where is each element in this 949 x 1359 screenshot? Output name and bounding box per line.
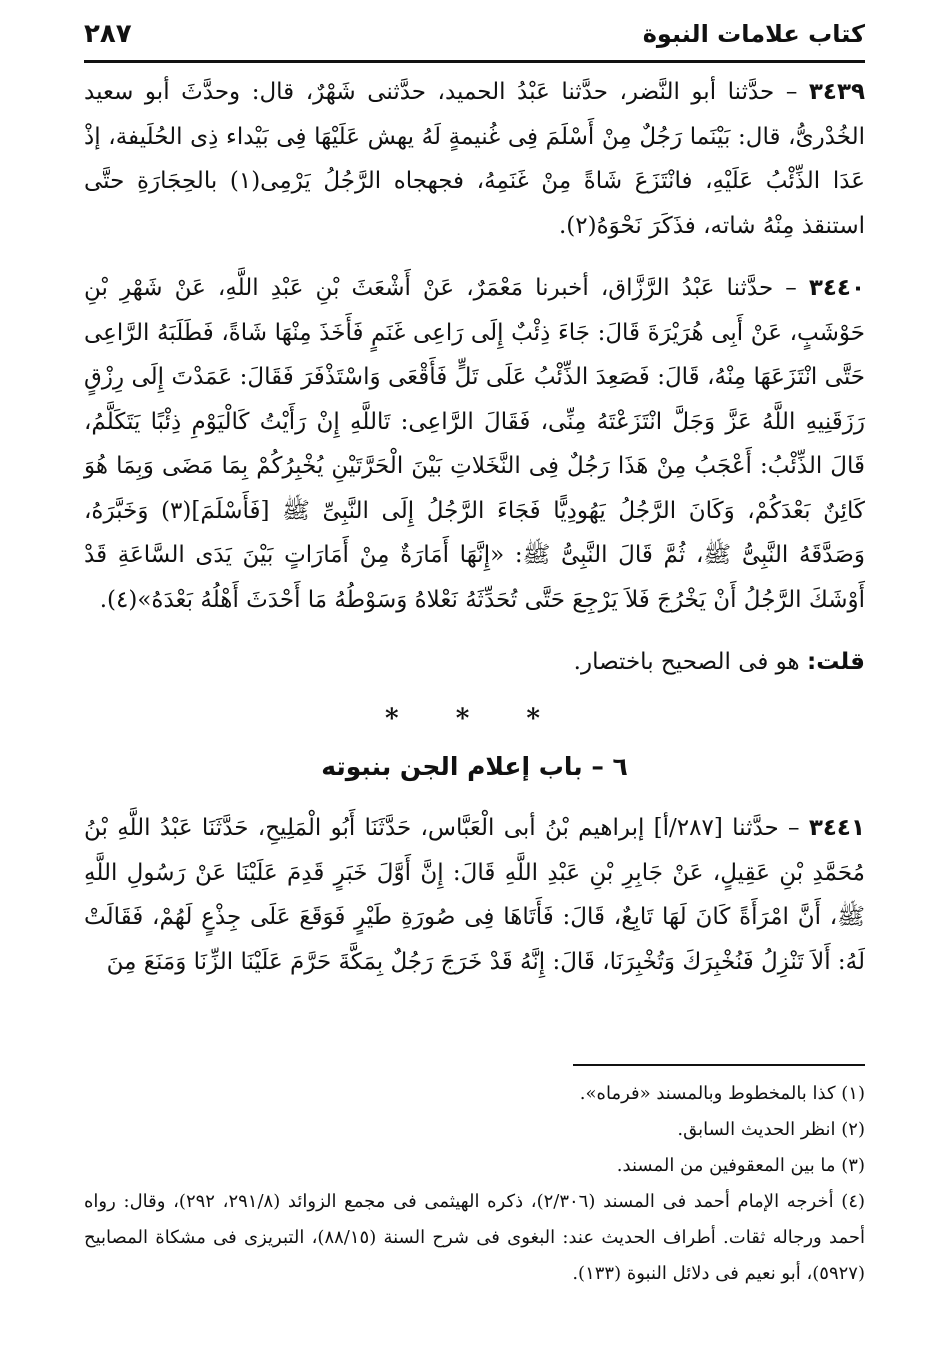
hadith-3441 [84,806,865,984]
section-divider: * * * [385,704,564,734]
header-rule [84,60,865,63]
page-number: ٢٨٧ [84,19,132,49]
hadith-text: حدَّثنا أبو النَّضر، حدَّثنا عَبْدُ الحميد، حدَّثنى شَهْرٌ، قال: وحدَّثَ أبو سعيد الخُدْرىُّ، قال: بَيْنَما رَجُلٌ مِنْ أَسْلَمَ فِى غُنيمةٍ لَهُ يهش عَلَيْهَا فِى بَيْداء ذِى الحُلَيفة، إذْ عَدَا الذِّئْبُ عَلَيْهِ، فانْتَزَعَ شَاةً مِنْ غَنَمِهُ، فجهجاه الرَّجُلُ يَرْمِى(١) بالحِجَارَةِ حتَّى استنقذ مِنْهُ شاته، فذَكَرَ نَحْوَهُ(٢). [84,79,865,239]
book-title: كتاب علامات النبوة [642,20,865,48]
hadith-dash: – [778,815,800,841]
footnote-3: (٣) ما بين المعقوفين من المسند. [616,1155,865,1176]
running-header [84,14,865,62]
note-label: قلت: [807,649,865,675]
footnote-1: (١) كذا بالمخطوط وبالمسند «فرماه». [579,1083,865,1104]
hadith-text: حدَّثنا [٢٨٧/أ] إبراهيم بْنُ أبى الْعَبَّاس، حَدَّثَنَا أَبُو الْمَلِيحِ، حَدَّثَنَا عَبْدُ اللَّهِ بْنُ مُحَمَّدِ بْنِ عَقِيلٍ، عَنْ جَابِرِ بْنِ عَبْدِ اللَّهِ قَالَ: إِنَّ أَوَّلَ خَبَرٍ قَدِمَ عَلَيْنَا عَنْ رَسُولِ اللَّهِ ﷺ، أَنَّ امْرَأَةً كَانَ لَهَا تَابِعٌ، قَالَ: فَأَتَاهَا فِى صُورَةِ طَيْرٍ فَوَقَعَ عَلَى جِذْعٍ لَهُمْ، فَقَالَتْ لَهُ: أَلاَ تَنْزِلُ فَنُخْبِرَكَ وَتُخْبِرَنَا، قَالَ: إِنَّهُ قَدْ خَرَجَ رَجُلٌ بِمَكَّةَ حَرَّمَ عَلَيْنَا الزِّنَا وَمَنَعَ مِنَ [84,815,865,975]
footnote-rule [573,1064,865,1066]
editor-note [84,642,865,682]
note-text: هو فى الصحيح باختصار. [573,649,800,675]
hadith-number: ٣٤٣٩ [808,79,866,105]
hadith-text: حدَّثنا عَبْدُ الرَّزَّاق، أخبرنا مَعْمَرٌ، عَنْ أَشْعَثَ بْنِ عَبْدِ اللَّهِ، عَنْ شَهْرِ بْنِ حَوْشَبٍ، عَنْ أَبِى هُرَيْرَةَ قَالَ: جَاءَ ذِئْبٌ إِلَى رَاعِى غَنَمٍ فَأَخَذَ مِنْهَا شَاةً، فَطَلَبَهُ الرَّاعِى حَتَّى انْتَزَعَهَا مِنْهُ، قَالَ: فَصَعِدَ الذِّئْبُ عَلَى تَلٍّ فَأَقْعَى وَاسْتَذْفَرَ فَقَالَ: عَمَدْتَ إِلَى رِزْقٍ رَزَقَنِيهِ اللَّهُ عَزَّ وَجَلَّ انْتَزَعْتَهُ مِنِّى، فَقَالَ الرَّاعِى: تَاللَّهِ إِنْ رَأَيْتُ كَالْيَوْمِ ذِئْبًا يَتَكَلَّمُ، قَالَ الذِّئْبُ: أَعْجَبُ مِنْ هَذَا رَجُلٌ فِى النَّخَلاتِ بَيْنَ الْحَرَّتَيْنِ يُخْبِرُكُمْ بِمَا مَضَى وَبِمَا هُوَ كَائِنٌ بَعْدَكُمْ، وَكَانَ الرَّجُلُ يَهُودِيًّا فَجَاءَ الرَّجُلُ إِلَى النَّبِىِّ ﷺ [فَأَسْلَمَ](٣) وَخَبَّرَهُ، وَصَدَّقَهُ النَّبِىُّ ﷺ، ثُمَّ قَالَ النَّبِىُّ ﷺ: «إِنَّهَا أَمَارَةٌ مِنْ أَمَارَاتٍ بَيْنَ يَدَى السَّاعَةِ قَدْ أَوْشَكَ الرَّجُلُ أَنْ يَخْرُجَ فَلاَ يَرْجِعَ حَتَّى تُحَدِّثَهُ نَعْلاهُ وَسَوْطُهُ مَا أَحْدَثَ أَهْلُهُ بَعْدَهُ»(٤). [84,275,866,613]
footnote-4: (٤) أخرجه الإمام أحمد فى المسند (٢/٣٠٦)، ذكره الهيثمى فى مجمع الزوائد (٢٩١/٨، ٢٩٢)، وقال: رواه أحمد ورجاله ثقات. أطراف الحديث عند: البغوى فى شرح السنة (٨٨/١٥)، التبريزى فى مشكاة المصابيح (٥٩٢٧)، أبو نعيم فى دلائل النبوة (١٣٣). [84,1191,866,1284]
hadith-number: ٣٤٤١ [808,815,866,841]
footnote-2: (٢) انظر الحديث السابق. [677,1119,865,1140]
hadith-dash: – [773,275,797,301]
hadith-3439 [84,70,865,248]
chapter-title: ٦ – باب إعلام الجن بنبوته [321,752,628,781]
hadith-number: ٣٤٤٠ [808,275,866,301]
hadith-dash: – [774,79,798,105]
main-text [84,70,865,984]
footnotes [84,1076,865,1292]
hadith-3440 [84,266,865,622]
